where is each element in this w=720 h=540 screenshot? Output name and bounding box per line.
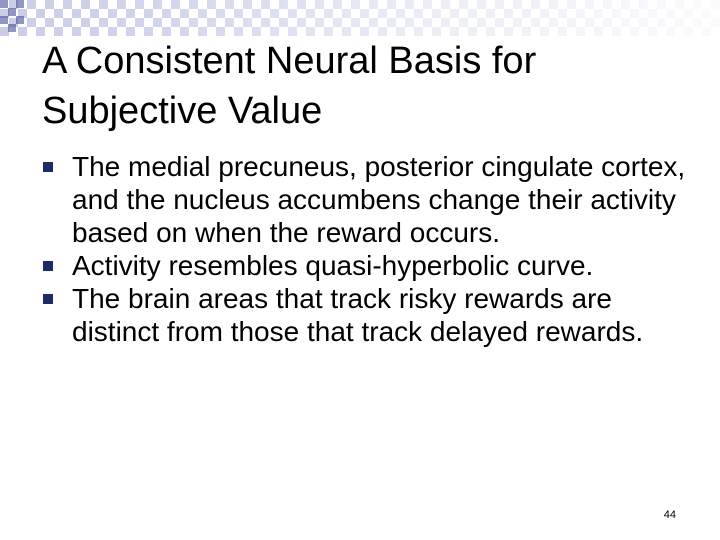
square-bullet-icon — [43, 261, 53, 271]
page-number: 44 — [663, 509, 676, 521]
bullet-list — [60, 150, 700, 348]
bullet-item — [60, 249, 700, 282]
slide-title: A Consistent Neural Basis for Subjective Value — [42, 40, 537, 132]
checkered-pattern — [0, 0, 720, 36]
square-bullet-icon — [43, 294, 53, 304]
bullet-text: Activity resembles quasi-hyperbolic curve. — [72, 250, 594, 281]
header-decoration — [0, 0, 720, 36]
square-bullet-icon — [43, 162, 53, 172]
bullet-item — [60, 150, 700, 249]
bullet-text: The brain areas that track risky rewards are distinct from those that track delayed rewards. — [72, 283, 644, 347]
bullet-item — [60, 282, 700, 348]
corner-squares-decoration — [0, 0, 40, 40]
bullet-text: The medial precuneus, posterior cingulate cortex, and the nucleus accumbens change their activity based on when the reward occurs. — [72, 151, 686, 248]
